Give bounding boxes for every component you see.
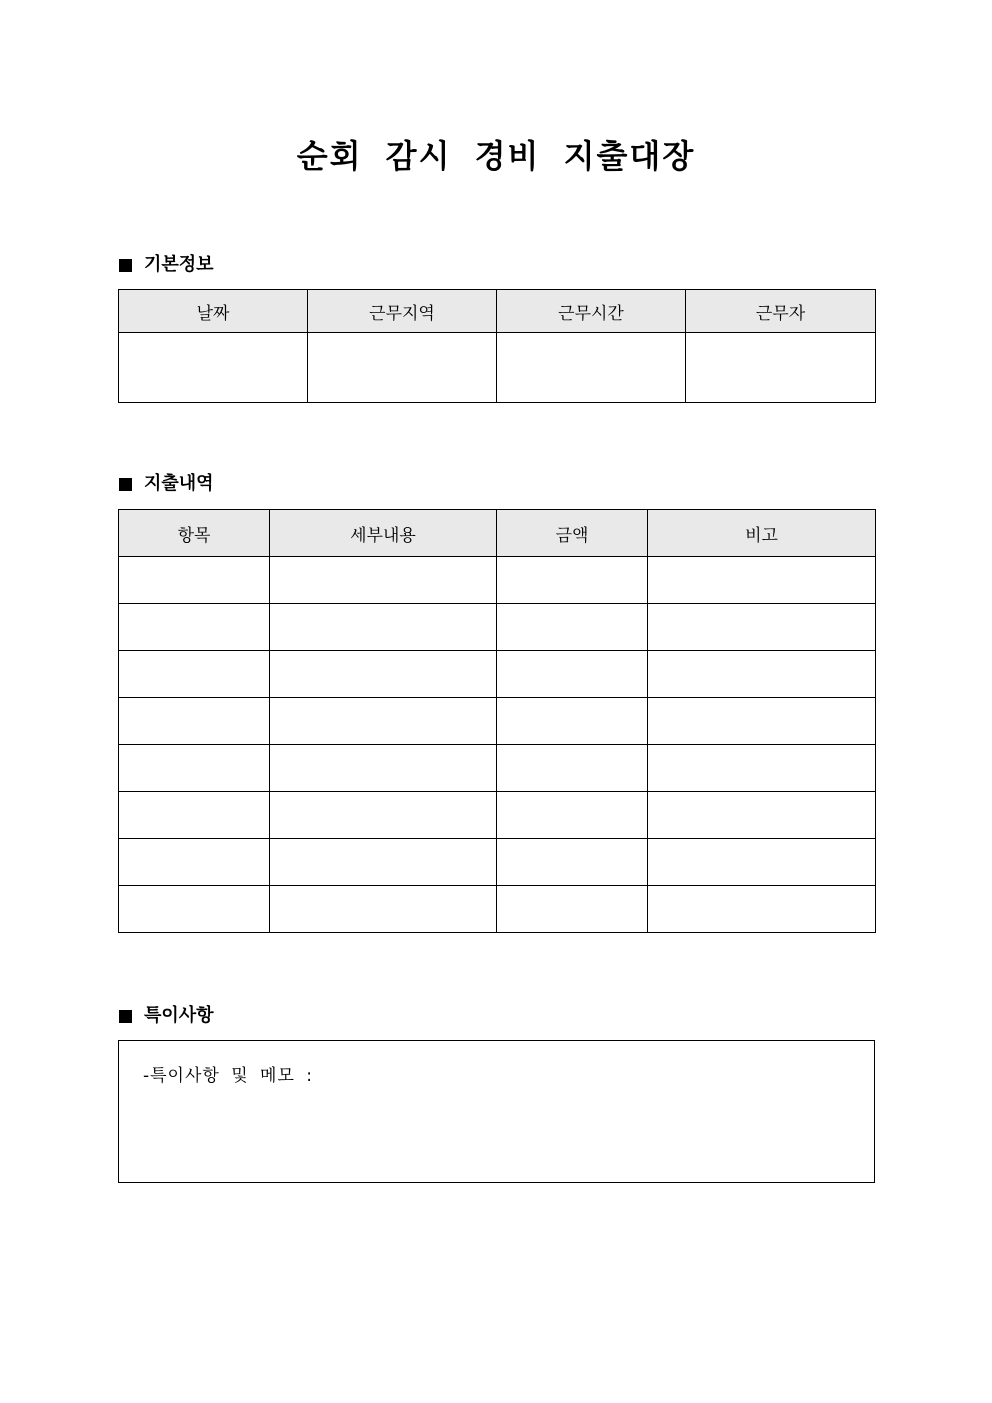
details-cell[interactable] <box>270 792 497 839</box>
details-cell[interactable] <box>270 604 497 651</box>
remarks-cell[interactable] <box>648 886 876 933</box>
details-cell[interactable] <box>270 698 497 745</box>
column-header-work-hours: 근무시간 <box>497 290 686 333</box>
expense-table <box>118 509 876 933</box>
remarks-cell[interactable] <box>648 839 876 886</box>
square-bullet-icon <box>119 259 132 272</box>
remarks-cell[interactable] <box>648 698 876 745</box>
section-heading-basic-info <box>119 253 214 277</box>
basic-info-table <box>118 289 876 403</box>
details-cell[interactable] <box>270 651 497 698</box>
table-row <box>119 745 876 792</box>
table-header-row <box>119 290 876 333</box>
column-header-work-area: 근무지역 <box>308 290 497 333</box>
amount-cell[interactable] <box>497 886 648 933</box>
item-cell[interactable] <box>119 698 270 745</box>
column-header-item: 항목 <box>119 510 270 557</box>
square-bullet-icon <box>119 478 132 491</box>
details-cell[interactable] <box>270 745 497 792</box>
amount-cell[interactable] <box>497 651 648 698</box>
section-heading-expenses <box>119 472 214 496</box>
table-row <box>119 839 876 886</box>
table-header-row <box>119 510 876 557</box>
details-cell[interactable] <box>270 839 497 886</box>
column-header-details: 세부내용 <box>270 510 497 557</box>
date-cell[interactable] <box>119 333 308 403</box>
page-title: 순회 감시 경비 지출대장 <box>296 137 696 175</box>
item-cell[interactable] <box>119 792 270 839</box>
remarks-cell[interactable] <box>648 792 876 839</box>
item-cell[interactable] <box>119 886 270 933</box>
expense-table-body <box>119 557 876 933</box>
column-header-date: 날짜 <box>119 290 308 333</box>
section-heading-label: 특이사항 <box>144 1005 214 1026</box>
column-header-remarks: 비고 <box>648 510 876 557</box>
table-row <box>119 651 876 698</box>
notes-text: -특이사항 및 메모 : <box>143 1066 314 1086</box>
amount-cell[interactable] <box>497 604 648 651</box>
remarks-cell[interactable] <box>648 745 876 792</box>
item-cell[interactable] <box>119 651 270 698</box>
square-bullet-icon <box>119 1010 132 1023</box>
table-row <box>119 698 876 745</box>
details-cell[interactable] <box>270 557 497 604</box>
column-header-worker: 근무자 <box>686 290 876 333</box>
table-row <box>119 604 876 651</box>
section-heading-notes <box>119 1004 214 1028</box>
table-row <box>119 333 876 403</box>
amount-cell[interactable] <box>497 839 648 886</box>
remarks-cell[interactable] <box>648 604 876 651</box>
remarks-cell[interactable] <box>648 651 876 698</box>
worker-cell[interactable] <box>686 333 876 403</box>
item-cell[interactable] <box>119 839 270 886</box>
column-header-amount: 금액 <box>497 510 648 557</box>
amount-cell[interactable] <box>497 745 648 792</box>
section-heading-label: 기본정보 <box>144 254 214 275</box>
table-row <box>119 792 876 839</box>
item-cell[interactable] <box>119 745 270 792</box>
amount-cell[interactable] <box>497 557 648 604</box>
amount-cell[interactable] <box>497 792 648 839</box>
section-heading-label: 지출내역 <box>144 473 214 494</box>
work-area-cell[interactable] <box>308 333 497 403</box>
details-cell[interactable] <box>270 886 497 933</box>
item-cell[interactable] <box>119 557 270 604</box>
table-row <box>119 557 876 604</box>
remarks-cell[interactable] <box>648 557 876 604</box>
item-cell[interactable] <box>119 604 270 651</box>
table-row <box>119 886 876 933</box>
work-hours-cell[interactable] <box>497 333 686 403</box>
notes-box[interactable] <box>118 1040 875 1183</box>
amount-cell[interactable] <box>497 698 648 745</box>
